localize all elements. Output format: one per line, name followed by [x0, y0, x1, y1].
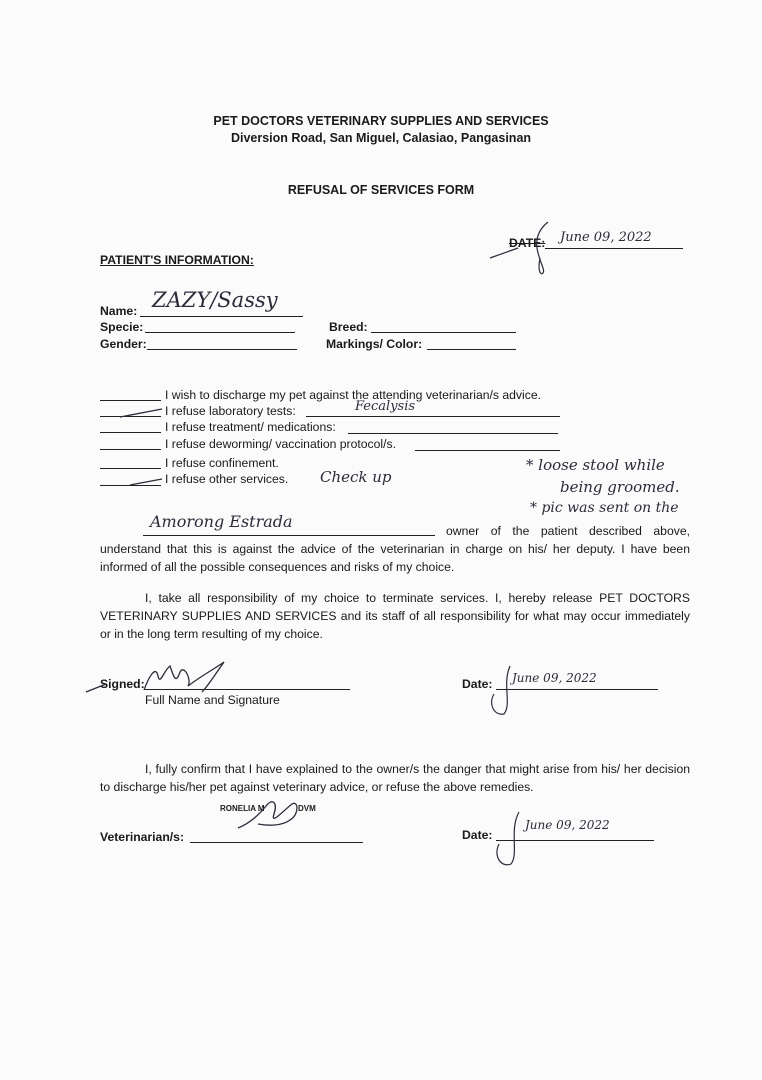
breed-label: Breed:	[329, 320, 368, 334]
option-confinement: I refuse confinement.	[165, 456, 279, 470]
margin-note-3: * pic was sent on the	[530, 500, 679, 516]
patient-section-title: PATIENT'S INFORMATION:	[100, 253, 254, 267]
margin-note-2: being groomed.	[560, 478, 680, 496]
date-strike-mark	[488, 218, 568, 278]
full-name-signature-caption: Full Name and Signature	[145, 693, 280, 707]
option-deworming: I refuse deworming/ vaccination protocol/s.	[165, 437, 396, 451]
owner-statement-text: owner of the patient described above, understand that this is against the advice of the veterinarian in charge on his/ her deputy. I have been informed of all the possible consequences and risks of my choice.	[100, 524, 690, 574]
owner-date-label: Date:	[462, 677, 493, 691]
date-value[interactable]: June 09, 2022	[560, 230, 652, 245]
name-value[interactable]: ZAZY/Sassy	[152, 288, 278, 312]
owner-date-value[interactable]: June 09, 2022	[512, 671, 597, 685]
release-statement-text: I, take all responsibility of my choice to terminate services. I, hereby release PET DOCTORS VETERINARY SUPPLIES AND SERVICES and its staff of all responsibility for what may occur immediately or in the long term resulting of my choice.	[100, 591, 690, 641]
option-laboratory: I refuse laboratory tests:	[165, 404, 296, 418]
option-discharge: I wish to discharge my pet against the attending veterinarian/s advice.	[165, 388, 541, 402]
option-other-services: I refuse other services.	[165, 472, 289, 486]
vet-stamp-suffix: DVM	[298, 804, 316, 813]
veterinarian-label: Veterinarian/s:	[100, 830, 184, 844]
vet-signature[interactable]	[228, 796, 318, 836]
vet-date-value[interactable]: June 09, 2022	[525, 818, 610, 832]
name-label: Name:	[100, 304, 138, 318]
specie-label: Specie:	[100, 320, 144, 334]
vet-date-mark	[485, 810, 525, 870]
margin-note-1: * loose stool while	[526, 456, 665, 474]
owner-date-mark	[480, 664, 520, 718]
company-address: Diversion Road, San Miguel, Calasiao, Pangasinan	[230, 131, 532, 145]
vet-stamp-name: RONELIA M	[220, 804, 265, 813]
vet-statement-text: I, fully confirm that I have explained to the owner/s the danger that might arise from his/ her decision to discharge his/her pet against veterinary advice, or refuse the above remedies.	[100, 762, 690, 794]
check-mark-laboratory[interactable]	[118, 406, 164, 420]
check-mark-other-services[interactable]	[128, 475, 164, 489]
signed-label: Signed:	[100, 677, 145, 691]
gender-label: Gender:	[100, 337, 147, 351]
date-label: DATE:	[509, 236, 546, 250]
option-treatment: I refuse treatment/ medications:	[165, 420, 336, 434]
vet-date-label: Date:	[462, 828, 493, 842]
markings-label: Markings/ Color:	[326, 337, 423, 351]
company-name: PET DOCTORS VETERINARY SUPPLIES AND SERVICES	[213, 114, 549, 128]
form-title: REFUSAL OF SERVICES FORM	[287, 183, 475, 197]
laboratory-note[interactable]: Fecalysis	[355, 399, 416, 414]
other-services-note[interactable]: Check up	[320, 468, 392, 486]
owner-name-handwritten[interactable]: Amorong Estrada	[150, 512, 293, 531]
